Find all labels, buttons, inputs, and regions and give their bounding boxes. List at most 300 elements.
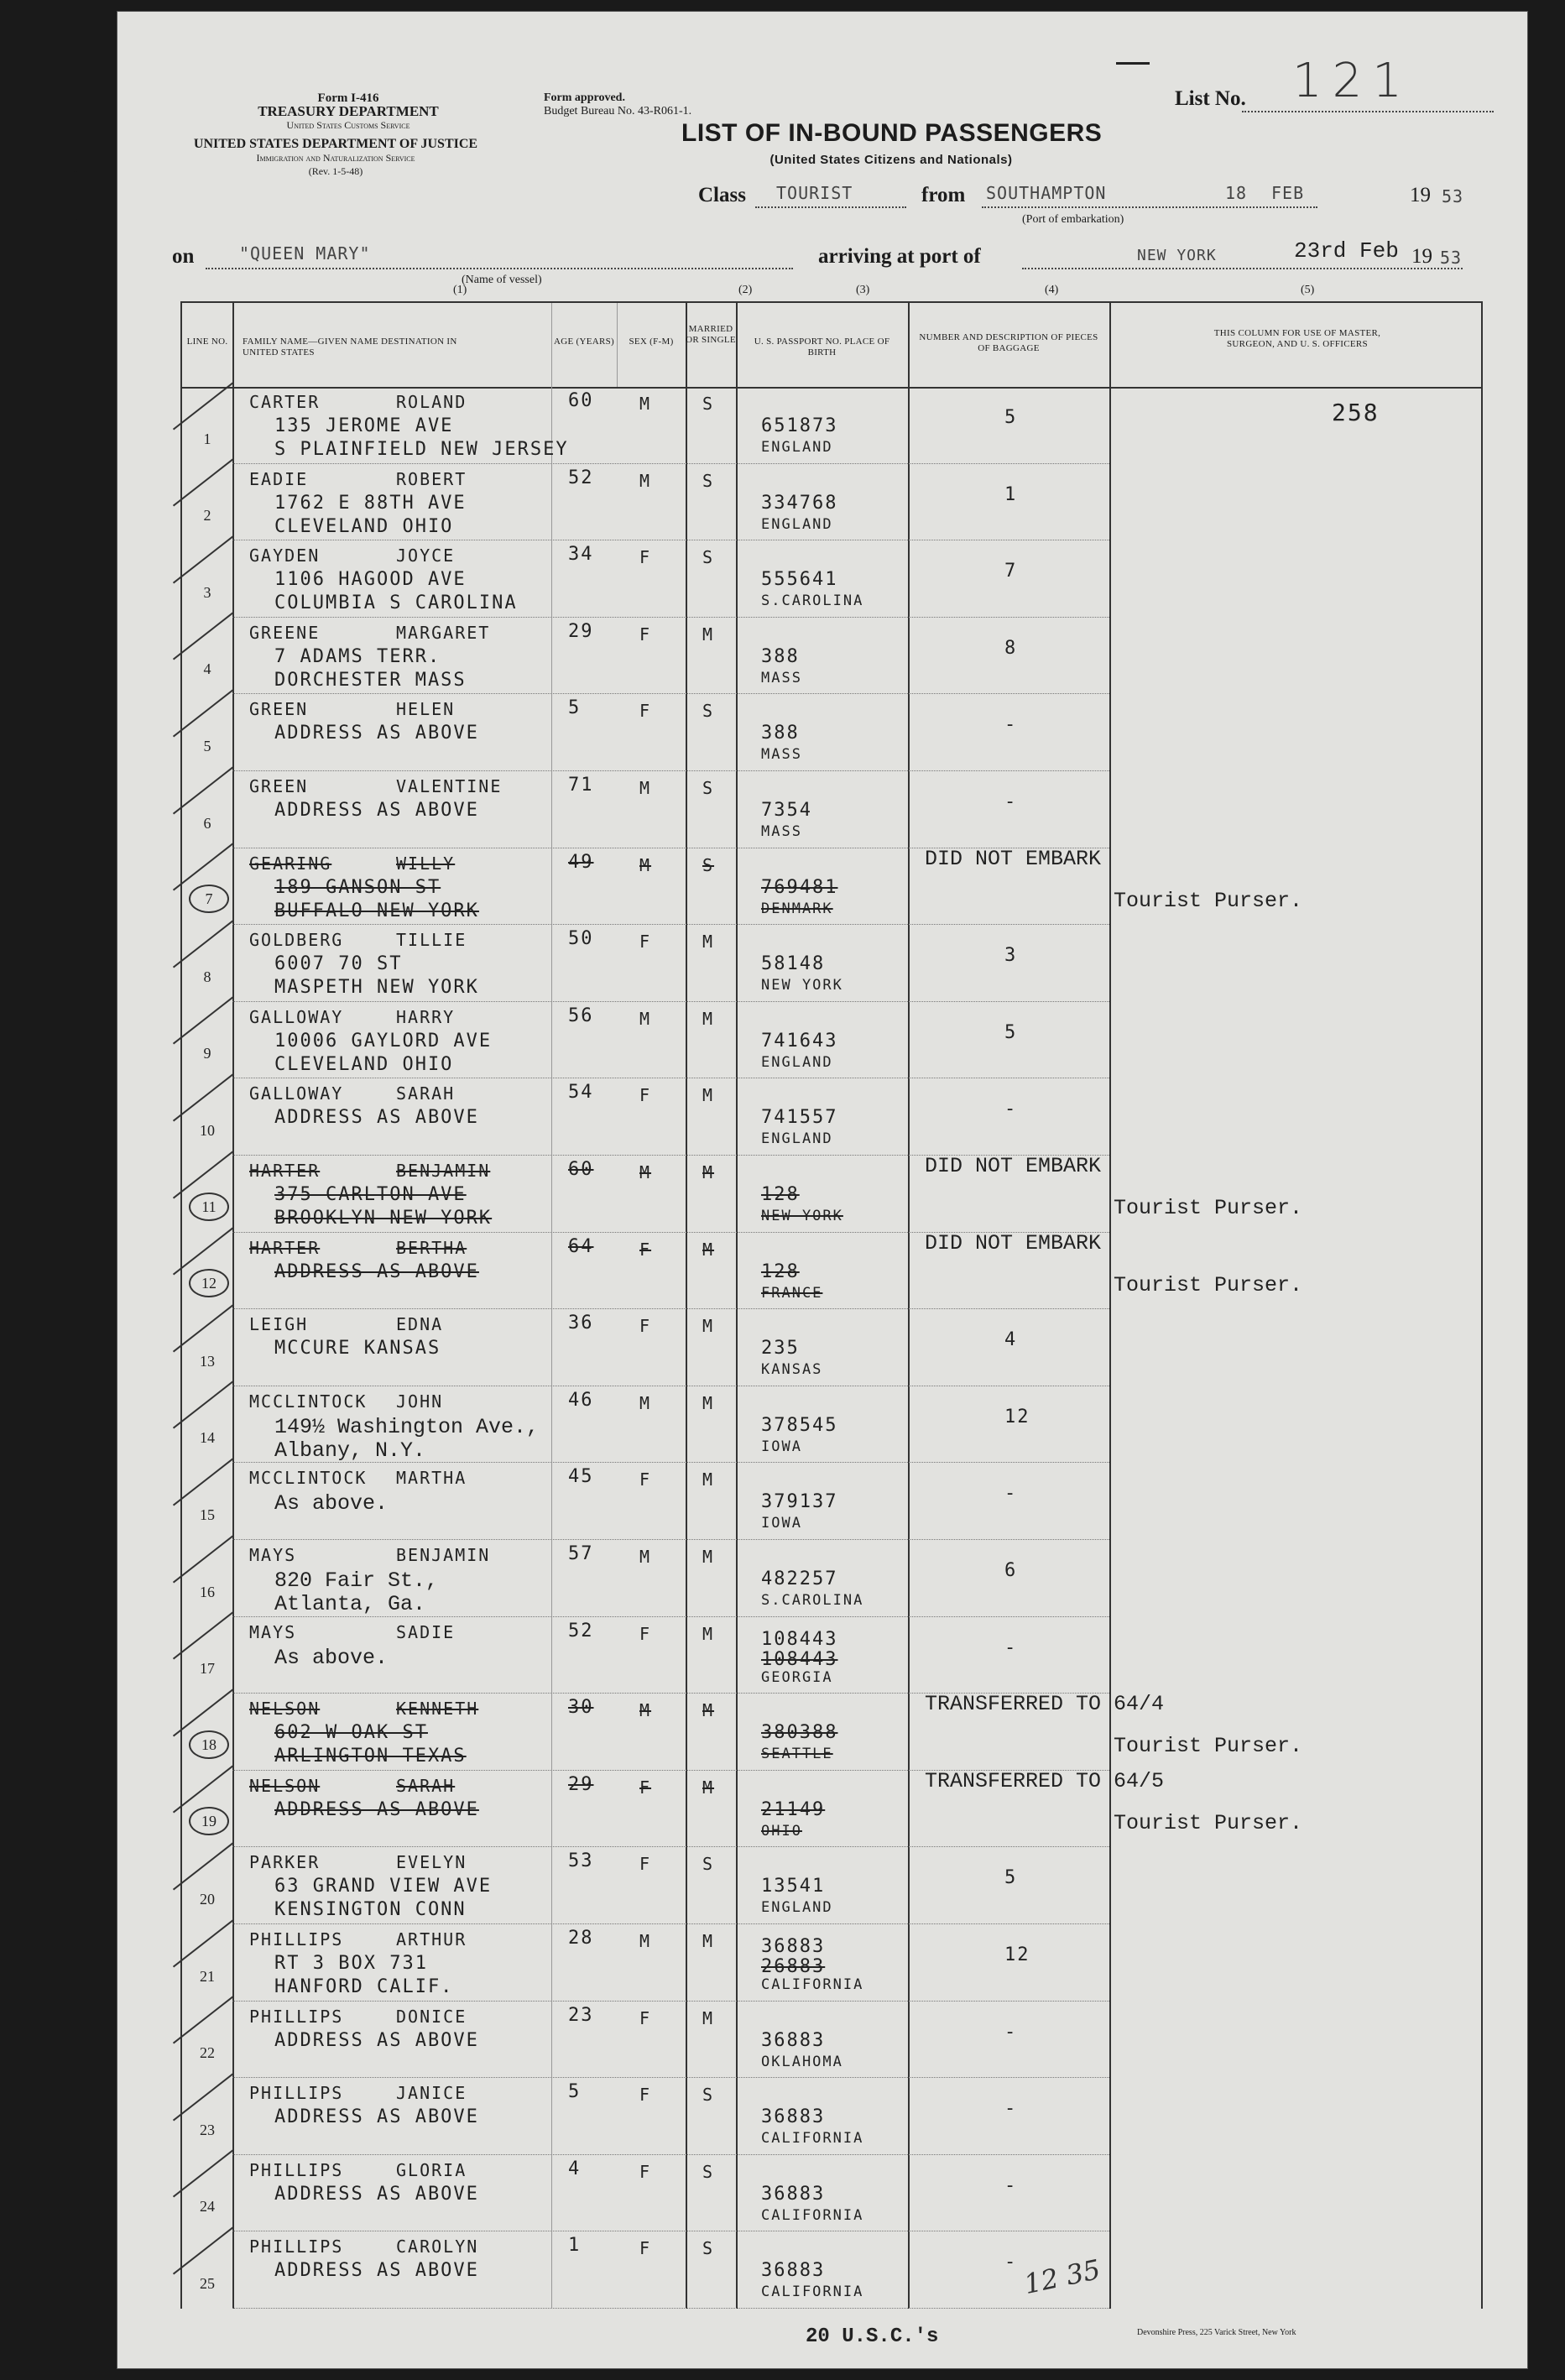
baggage-count: 12 [1004,1406,1030,1427]
age: 1 [568,2235,582,2257]
class-value: TOURIST [776,183,853,203]
table-row [182,2231,1481,2309]
age: 54 [568,1082,594,1104]
address-line-1: ADDRESS AS ABOVE [274,800,479,821]
sex: F [639,1239,652,1260]
year-suffix: 53 [1442,186,1464,206]
remark-note: DID NOT EMBARK [925,1230,1102,1255]
place-of-birth: NEW YORK [761,977,843,994]
table-row [182,1463,1481,1540]
family-name: PHILLIPS [249,2006,344,2027]
remark-note: DID NOT EMBARK [925,846,1102,871]
table-row [182,1002,1481,1079]
table-row [182,618,1481,695]
passport-number: 36883 [761,1936,826,1957]
address-line-1: 149½ Washington Ave., [274,1414,540,1439]
form-dept: TREASURY DEPARTMENT [258,103,439,119]
col-name: FAMILY NAME—GIVEN NAME DESTINATION IN UNITED STATES [243,337,457,358]
sex: F [639,2161,652,2182]
check-mark [173,535,233,583]
address-line-1: 135 JEROME AVE [274,415,454,436]
table-row [182,848,1481,926]
address-line-1: 10006 GAYLORD AVE [274,1030,493,1052]
address-line-2: S PLAINFIELD NEW JERSEY [274,439,569,460]
address-line-1: ADDRESS AS ABOVE [274,2029,479,2051]
check-mark [173,1073,233,1121]
table-row [182,1309,1481,1386]
check-mark [173,766,233,814]
baggage-count: 7 [1004,561,1018,582]
passport-number-struck: 108443 [761,1648,838,1670]
marital-status: S [702,2161,715,2182]
footer-code: 20 U.S.C.'s [806,2325,939,2348]
check-mark [173,843,233,891]
line-number: 21 [200,1967,215,1985]
age: 5 [568,2081,582,2103]
given-name: KENNETH [396,1699,479,1720]
age: 36 [568,1313,594,1334]
family-name: PHILLIPS [249,2159,344,2180]
family-name: CARTER [249,392,321,412]
marital-status: S [702,470,715,491]
check-mark [173,2226,233,2274]
sex: F [639,1623,652,1644]
given-name: MARGARET [396,622,491,643]
check-mark [173,459,233,507]
purser-note: Tourist Purser. [1114,1196,1303,1220]
given-name: GLORIA [396,2159,467,2180]
address-line-1: ADDRESS AS ABOVE [274,2260,479,2282]
passport-number: 555641 [761,569,838,591]
col-num-1: (1) [453,284,467,296]
sex: M [639,854,652,875]
sex: F [639,2238,652,2259]
place-of-birth: ENGLAND [761,1130,833,1148]
age: 29 [568,620,594,642]
marital-status: M [702,932,715,953]
check-mark [173,1304,233,1352]
baggage-count: 3 [1004,945,1018,967]
given-name: SARAH [396,1775,456,1796]
line-number: 11 [189,1193,229,1221]
address-line-2: BROOKLYN NEW YORK [274,1208,493,1229]
age: 28 [568,1928,594,1949]
place-of-birth: OKLAHOMA [761,2053,843,2070]
given-name: HELEN [396,699,456,720]
marital-status: M [702,1700,715,1721]
baggage-count: - [1004,2021,1018,2043]
col-age: AGE (YEARS) [553,337,615,347]
table-row [182,1694,1481,1771]
line-number: 23 [200,2121,215,2138]
table-row [182,1924,1481,2002]
marital-status: M [702,1316,715,1337]
purser-note: Tourist Purser. [1114,1272,1303,1297]
given-name: SARAH [396,1083,456,1104]
baggage-count: 6 [1004,1560,1018,1581]
line-number: 16 [200,1583,215,1600]
passport-number: 741643 [761,1030,838,1052]
place-of-birth: ENGLAND [761,439,833,456]
given-name: JOHN [396,1391,444,1412]
address-line-2: Atlanta, Ga. [274,1592,426,1616]
line-number: 24 [200,2198,215,2216]
sex: F [639,932,652,953]
check-mark [173,1919,233,1967]
place-of-birth: IOWA [761,1515,802,1532]
check-mark [173,1151,233,1198]
table-row [182,1230,1481,1310]
check-mark [173,1688,233,1736]
line-number: 7 [189,885,229,913]
age: 64 [568,1235,594,1257]
address-line-2: DORCHESTER MASS [274,669,467,691]
binder-hole [67,171,84,220]
page-title: LIST OF IN-BOUND PASSENGERS [681,119,1103,147]
col-num-2: (2) [738,284,753,296]
check-mark [173,2073,233,2121]
place-of-birth: CALIFORNIA [761,1976,864,1993]
table-body [182,387,1481,2309]
purser-note: Tourist Purser. [1114,888,1303,913]
passport-number: 7354 [761,800,812,821]
address-line-1: 1106 HAGOOD AVE [274,569,467,591]
line-number: 5 [203,737,211,754]
age: 5 [568,697,582,719]
check-mark [173,613,233,660]
address-line-2: BUFFALO NEW YORK [274,900,479,921]
marital-status: S [702,394,715,414]
address-line-1: ADDRESS AS ABOVE [274,2106,479,2128]
marital-status: S [702,701,715,722]
baggage-count: 8 [1004,637,1018,659]
age: 4 [568,2158,582,2179]
address-line-1: ADDRESS AS ABOVE [274,723,479,744]
address-line-2: CLEVELAND OHIO [274,1053,454,1075]
address-line-2: ARLINGTON TEXAS [274,1746,467,1767]
family-name: HARTER [249,1237,321,1258]
place-of-birth: KANSAS [761,1361,823,1379]
place-of-birth: ENGLAND [761,1053,833,1071]
marital-status: S [702,547,715,568]
passenger-table [180,301,1483,2309]
family-name: GREENE [249,622,321,643]
sex: F [639,2085,652,2106]
age: 49 [568,851,594,873]
passport-number: 334768 [761,492,838,514]
marital-status: S [702,854,715,875]
family-name: GREEN [249,699,309,720]
address-line-1: ADDRESS AS ABOVE [274,1798,479,1820]
sex: M [639,1162,652,1182]
address-line-2: COLUMBIA S CAROLINA [274,592,518,614]
line-number: 13 [200,1352,215,1370]
table-row [182,387,1481,464]
baggage-count: 12 [1004,1944,1030,1965]
place-of-birth: MASS [761,669,802,686]
family-name: GALLOWAY [249,1083,344,1104]
sex: M [639,1547,652,1567]
table-row [182,2002,1481,2079]
line-number: 22 [200,2044,215,2062]
table-row [182,2078,1481,2155]
form-service: United States Customs Service [286,119,410,131]
marital-status: M [702,1623,715,1644]
line-number: 9 [203,1045,211,1062]
page-subtitle: (United States Citizens and Nationals) [769,153,1013,167]
marital-status: M [702,1085,715,1106]
address-line-1: 602 W OAK ST [274,1722,428,1744]
age: 53 [568,1850,594,1872]
place-of-birth: MASS [761,823,802,840]
from-label: from [921,184,966,206]
address-line-1: 820 Fair St., [274,1568,439,1593]
line-number: 1 [203,430,211,447]
passport-number: 379137 [761,1491,838,1513]
age: 60 [568,1159,594,1180]
form-approved: Form approved. [544,91,625,104]
sex: F [639,1777,652,1798]
age: 56 [568,1005,594,1026]
age: 45 [568,1466,594,1488]
check-mark [173,920,233,968]
arrival-year-prefix: 19 [1411,245,1432,268]
table-row [182,1386,1481,1464]
given-name: ARTHUR [396,1929,467,1949]
arrival-year-suffix: 53 [1440,248,1463,268]
given-name: ROLAND [396,392,467,412]
given-name: HARRY [396,1006,456,1027]
place-of-birth: DENMARK [761,900,833,917]
place-of-birth: S.CAROLINA [761,592,864,610]
line-number: 15 [200,1506,215,1523]
table-row [182,2155,1481,2232]
baggage-count: 5 [1004,407,1018,428]
age: 29 [568,1773,594,1795]
given-name: MARTHA [396,1468,467,1489]
family-name: PHILLIPS [249,1929,344,1949]
sex: M [639,1392,652,1413]
place-of-birth: SEATTLE [761,1746,833,1763]
place-of-birth: GEORGIA [761,1668,833,1686]
given-name: WILLY [396,853,456,874]
baggage-count: - [1004,1099,1018,1120]
remark-note: TRANSFERRED TO 64/5 [925,1768,1165,1793]
sex: M [639,778,652,798]
given-name: JOYCE [396,545,456,566]
baggage-count: - [1004,1636,1018,1658]
marital-status: M [702,1777,715,1798]
dash-mark [1116,62,1150,65]
line-number: 20 [200,1890,215,1908]
table-row [182,1156,1481,1233]
sex: F [639,2007,652,2028]
family-name: GEARING [249,853,332,874]
baggage-count: 5 [1004,1021,1018,1043]
class-label: Class [698,184,746,206]
purser-note: Tourist Purser. [1114,1810,1303,1835]
passport-number: 651873 [761,415,838,436]
passport-number: 128 [761,1260,800,1282]
line-number: 2 [203,507,211,525]
table-row [182,1847,1481,1924]
passport-number: 36883 [761,2106,826,2128]
line-number: 18 [189,1730,229,1759]
passport-number: 741557 [761,1107,838,1129]
family-name: NELSON [249,1775,321,1796]
check-mark [173,382,233,430]
marital-status: S [702,1854,715,1875]
marital-status: S [702,2085,715,2106]
given-name: VALENTINE [396,776,503,796]
check-mark [173,997,233,1045]
address-line-1: ADDRESS AS ABOVE [274,2183,479,2205]
place-of-birth: FRANCE [761,1284,823,1302]
sex: F [639,624,652,645]
line-number: 10 [200,1121,215,1139]
vessel-line [206,268,793,269]
given-name: BERTHA [396,1237,467,1258]
col-line-no: LINE NO. [186,337,228,347]
form-rev: (Rev. 1-5-48) [308,165,363,177]
table-row [182,1078,1481,1156]
address-line-1: 1762 E 88TH AVE [274,492,467,514]
sex: F [639,547,652,568]
passport-number: 13541 [761,1876,826,1897]
arrival-date: 23rd Feb [1294,238,1399,264]
family-name: GALLOWAY [249,1006,344,1027]
year-prefix: 19 [1410,184,1431,206]
family-name: EADIE [249,468,309,489]
age: 34 [568,544,594,566]
place-of-birth: IOWA [761,1438,802,1455]
sex: F [639,1469,652,1490]
address-line-2: HANFORD CALIF. [274,1976,454,1997]
arrival-port: NEW YORK [1137,247,1217,264]
baggage-count: 1 [1004,483,1018,505]
class-line [755,206,906,208]
marital-status: M [702,1931,715,1951]
remark-note: TRANSFERRED TO 64/4 [925,1692,1165,1717]
col-passport: U. S. PASSPORT NO. PLACE OF BIRTH [754,337,890,358]
col-num-3: (3) [856,284,870,296]
marital-status: M [702,1162,715,1182]
passport-number: 482257 [761,1568,838,1589]
marital-status: M [702,1469,715,1490]
given-name: CAROLYN [396,2236,479,2257]
from-value: SOUTHAMPTON [986,183,1107,203]
address-line-1: RT 3 BOX 731 [274,1953,428,1974]
address-line-1: 63 GRAND VIEW AVE [274,1876,493,1897]
family-name: MCCLINTOCK [249,1391,368,1412]
family-name: HARTER [249,1161,321,1181]
line-number: 3 [203,583,211,601]
given-name: ROBERT [396,468,467,489]
remark-note: DID NOT EMBARK [925,1154,1102,1178]
line-number: 17 [200,1660,215,1678]
place-of-birth: MASS [761,746,802,764]
marital-status: S [702,778,715,798]
passport-number: 36883 [761,2029,826,2051]
address-line-1: MCCURE KANSAS [274,1338,441,1360]
age: 30 [568,1697,594,1719]
form-justice-block [168,138,503,178]
family-name: LEIGH [249,1314,309,1335]
marital-status: M [702,1547,715,1567]
age: 60 [568,390,594,411]
family-name: MAYS [249,1621,297,1642]
on-label: on [172,245,195,268]
manifest-page [117,12,1527,2368]
arriving-label: arriving at port of [818,245,981,268]
form-number: Form I-416 [317,91,379,105]
col-num-5: (5) [1301,284,1315,296]
line-number: 14 [200,1429,215,1447]
line-number: 8 [203,968,211,985]
printer-imprint: Devonshire Press, 225 Varick Street, New York [1137,2328,1296,2337]
sex: M [639,1008,652,1029]
given-name: JANICE [396,2083,467,2104]
address-line-1: 375 CARLTON AVE [274,1184,467,1205]
given-name: DONICE [396,2006,467,2027]
baggage-count: - [1004,2174,1018,2196]
age: 71 [568,775,594,796]
address-line-1: As above. [274,1491,389,1516]
passport-number: 128 [761,1184,800,1205]
purser-note: Tourist Purser. [1114,1734,1303,1759]
form-ins: Immigration and Naturalization Service [256,152,415,164]
age: 57 [568,1543,594,1564]
given-name: SADIE [396,1621,456,1642]
place-of-birth: CALIFORNIA [761,2206,864,2224]
form-approval [544,91,728,118]
marital-status: M [702,1392,715,1413]
given-name: BENJAMIN [396,1545,491,1565]
vessel-label: (Name of vessel) [462,274,542,286]
place-of-birth: S.CAROLINA [761,1592,864,1609]
family-name: MAYS [249,1545,297,1565]
given-name: EVELYN [396,1852,467,1873]
passport-number: 388 [761,723,800,744]
check-mark [173,1612,233,1660]
line-number: 4 [203,660,211,678]
vessel-value: "QUEEN MARY" [239,243,371,264]
sex: F [639,701,652,722]
check-mark [173,1842,233,1890]
family-name: GOLDBERG [249,930,344,951]
col-married: MARRIED OR SINGLE [686,324,736,345]
passport-number: 380388 [761,1722,838,1744]
age: 50 [568,928,594,950]
form-justice: UNITED STATES DEPARTMENT OF JUSTICE [193,137,478,151]
row-divider [232,2308,1109,2309]
list-no-line [1242,111,1494,112]
col-baggage: NUMBER AND DESCRIPTION OF PIECES OF BAGGAGE [919,332,1098,353]
sex: F [639,1316,652,1337]
from-line [982,206,1317,208]
place-of-birth: CALIFORNIA [761,2130,864,2148]
age: 46 [568,1389,594,1411]
address-line-1: ADDRESS AS ABOVE [274,1260,479,1282]
passport-number: 108443 [761,1628,838,1650]
col-sex: SEX (F-M) [629,337,674,347]
given-name: BENJAMIN [396,1161,491,1181]
table-row [182,1617,1481,1694]
sex: F [639,1085,652,1106]
sex: M [639,394,652,414]
address-line-2: MASPETH NEW YORK [274,977,479,999]
marital-status: M [702,624,715,645]
